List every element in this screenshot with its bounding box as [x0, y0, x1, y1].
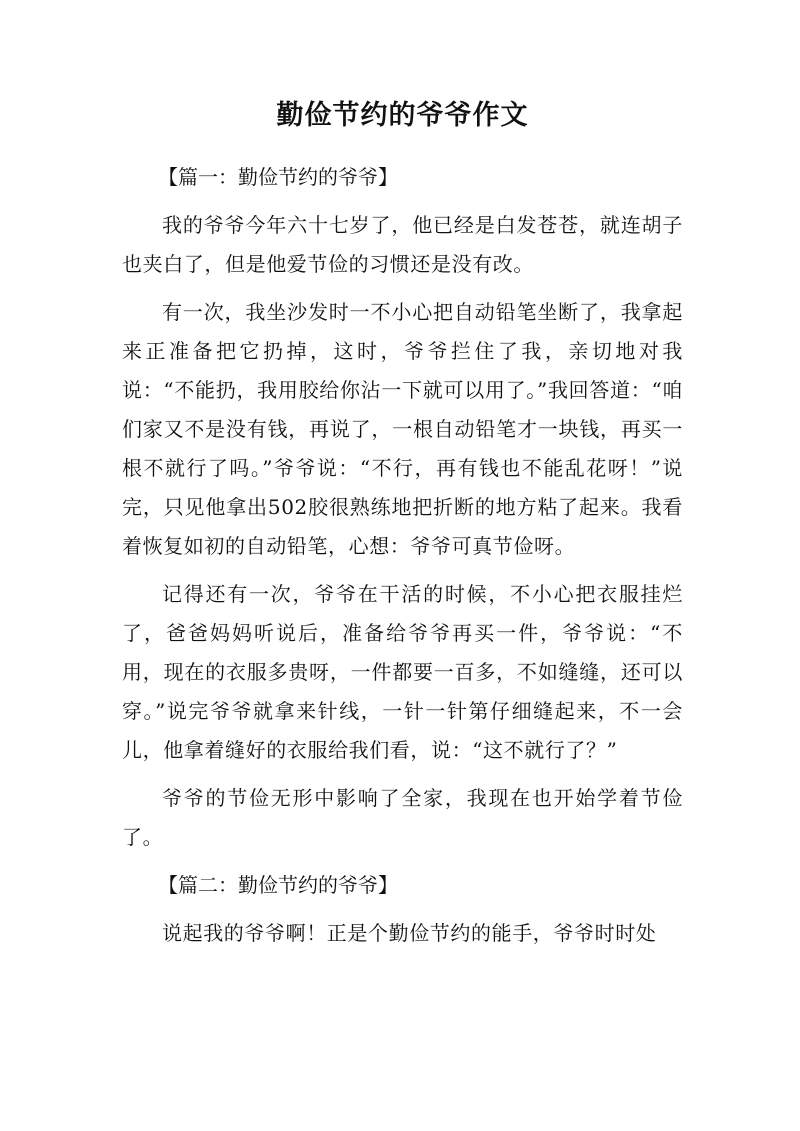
paragraph-1: 我的爷爷今年六十七岁了，他已经是白发苍苍，就连胡子也夹白了，但是他爱节俭的习惯还是没有改。	[122, 213, 683, 276]
paragraph-2: 有一次，我坐沙发时一不小心把自动铅笔坐断了，我拿起来正准备把它扔掉，这时，爷爷拦住了我，亲切地对我说：“不能扔，我用胶给你沾一下就可以用了。”我回答道：“咱们家又不是没有钱，再说了，一根自动铅笔才一块钱，再买一根不就行了吗。”爷爷说：“不行，再有钱也不能乱花呀！”说完，只见他拿出502胶很熟练地把折断的地方粘了起来。我看着恢复如初的自动铅笔，心想：爷爷可真节俭呀。	[122, 300, 683, 558]
document-title: 勤俭节约的爷爷作文	[276, 100, 529, 131]
paragraph-5: 说起我的爷爷啊！正是个勤俭节约的能手，爷爷时时处	[162, 921, 657, 945]
paragraph-3: 记得还有一次，爷爷在干活的时候，不小心把衣服挂烂了，爸爸妈妈听说后，准备给爷爷再买一件，爷爷说：“不用，现在的衣服多贵呀，一件都要一百多，不如缝缝，还可以穿。”说完爷爷就拿来针线，一针一针第仔细缝起来，不一会儿，他拿着缝好的衣服给我们看，说：“这不就行了？”	[122, 582, 683, 762]
paragraph-4: 爷爷的节俭无形中影响了全家，我现在也开始学着节俭了。	[122, 786, 683, 849]
section-heading-1: 【篇一：勤俭节约的爷爷】	[158, 165, 398, 189]
section-heading-2: 【篇二：勤俭节约的爷爷】	[158, 873, 398, 897]
document-page	[122, 96, 683, 962]
